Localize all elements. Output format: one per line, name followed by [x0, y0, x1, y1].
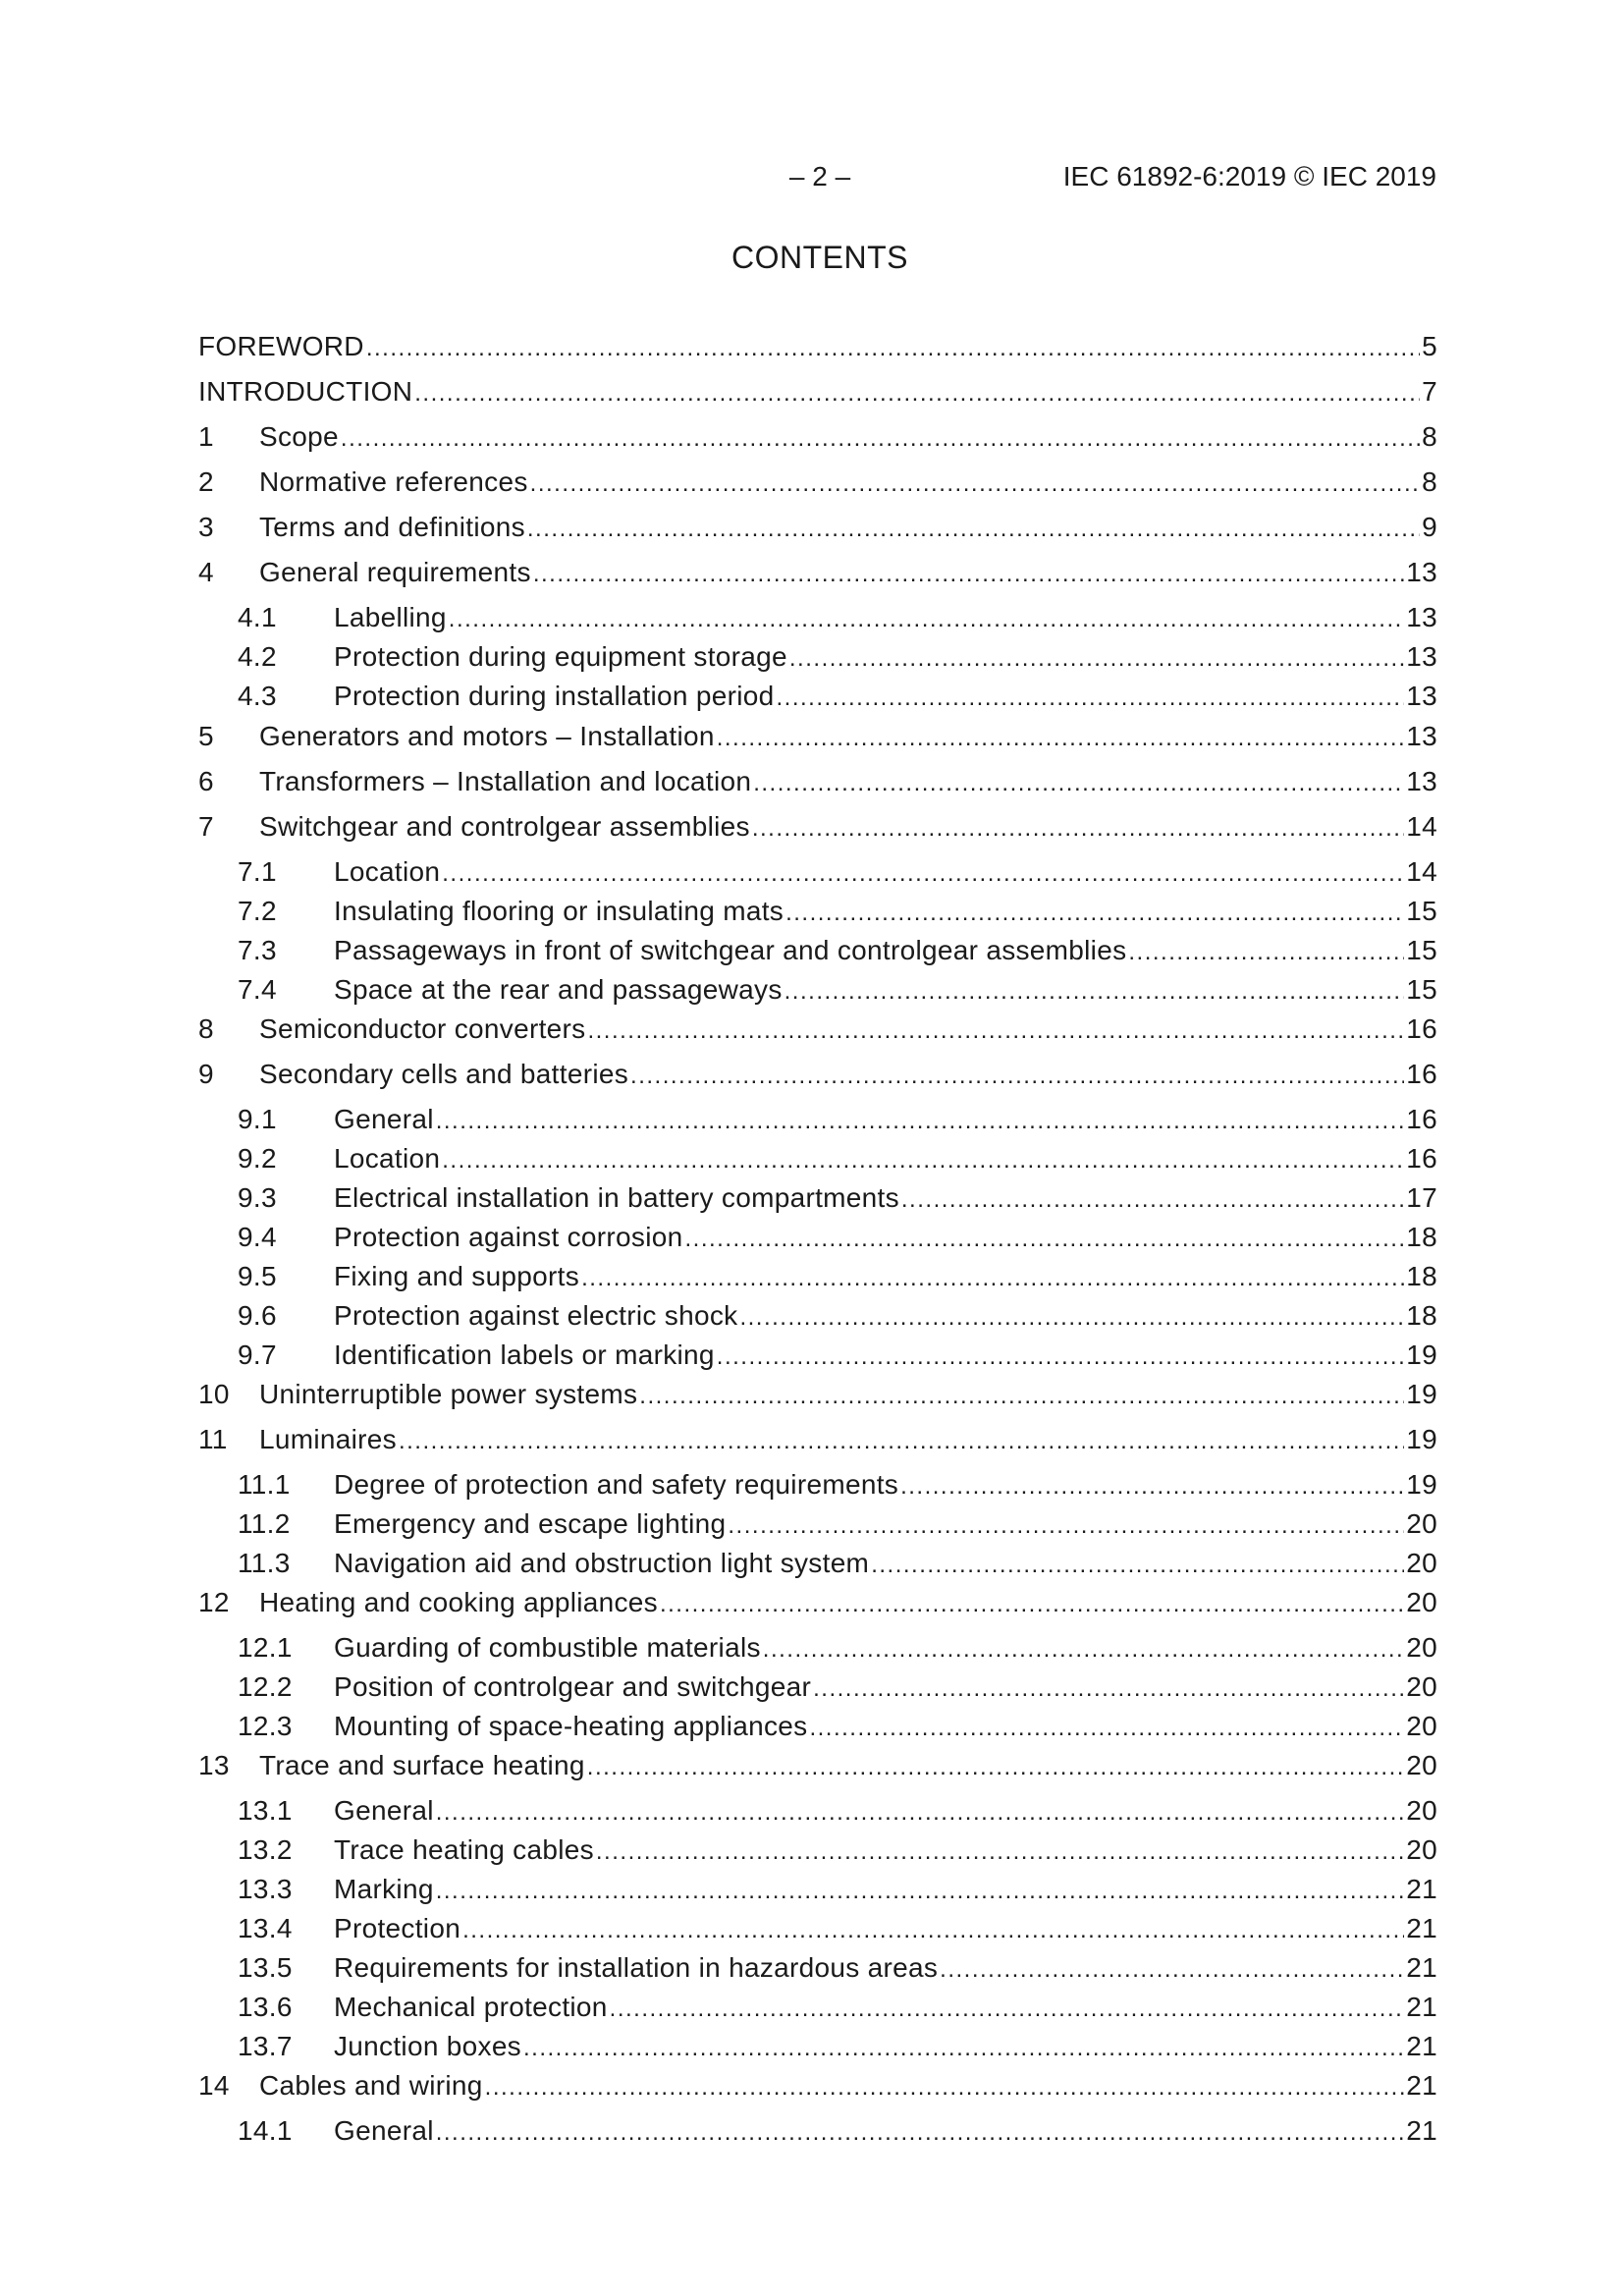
toc-entry[interactable]: [198, 1667, 1437, 1707]
toc-entry-number: 4: [198, 557, 214, 587]
toc-entry[interactable]: [198, 1139, 1437, 1178]
dot-leader: [1128, 933, 1404, 972]
toc-entry-number: 13.5: [238, 1952, 293, 1983]
toc-entry[interactable]: [198, 1010, 1437, 1049]
toc-entry-page: 16: [1406, 1059, 1437, 1089]
toc-entry-page: 21: [1406, 2031, 1437, 2061]
dot-leader: [530, 465, 1420, 504]
toc-entry[interactable]: [198, 1055, 1437, 1094]
toc-entry[interactable]: [198, 508, 1437, 547]
dot-leader: [366, 329, 1420, 368]
toc-entry-page: 21: [1406, 1952, 1437, 1983]
toc-entry[interactable]: [198, 807, 1437, 847]
toc-entry-number: 11.1: [238, 1469, 291, 1500]
dot-leader: [414, 374, 1420, 413]
toc-entry-page: 9: [1422, 512, 1437, 542]
toc-entry-page: 20: [1406, 1632, 1437, 1663]
toc-entry-number: 7.2: [238, 896, 277, 926]
toc-entry-page: 20: [1406, 1795, 1437, 1826]
toc-entry[interactable]: [198, 852, 1437, 892]
toc-entry-page: 16: [1406, 1013, 1437, 1044]
toc-entry-title: Protection during equipment storage: [334, 641, 787, 672]
toc-entry-number: 8: [198, 1013, 214, 1044]
toc-entry-title: Protection against electric shock: [334, 1300, 738, 1331]
toc-entry-page: 17: [1406, 1182, 1437, 1213]
toc-entry-number: 13.1: [238, 1795, 293, 1826]
dot-leader: [639, 1377, 1404, 1416]
dot-leader: [436, 1793, 1405, 1832]
toc-entry-number: 13.7: [238, 2031, 293, 2061]
dot-leader: [784, 972, 1405, 1011]
dot-leader: [596, 1832, 1404, 1872]
toc-entry[interactable]: [198, 2066, 1437, 2105]
toc-entry-page: 15: [1406, 974, 1437, 1005]
toc-entry-title: FOREWORD: [198, 331, 364, 361]
toc-entry-page: 5: [1422, 331, 1437, 361]
toc-entry[interactable]: [198, 1296, 1437, 1336]
toc-entry-number: 14.1: [238, 2115, 293, 2146]
toc-entry-number: 11.2: [238, 1508, 291, 1539]
toc-entry-title: Junction boxes: [334, 2031, 521, 2061]
toc-entry-title: Space at the rear and passageways: [334, 974, 783, 1005]
dot-leader: [630, 1057, 1404, 1096]
toc-entry[interactable]: [198, 463, 1437, 502]
toc-entry-title: Passageways in front of switchgear and controlgear assemblies: [334, 935, 1127, 965]
toc-entry-title: Mechanical protection: [334, 1992, 608, 2022]
toc-entry-page: 19: [1406, 1379, 1437, 1409]
toc-entry-page: 15: [1406, 896, 1437, 926]
toc-entry-number: 7.3: [238, 935, 277, 965]
toc-entry-title: Uninterruptible power systems: [259, 1379, 638, 1409]
dot-leader: [752, 809, 1404, 848]
toc-entry[interactable]: [198, 1791, 1437, 1831]
toc-entry[interactable]: [198, 637, 1437, 677]
toc-entry-number: 13.3: [238, 1874, 293, 1904]
toc-entry-page: 21: [1406, 1874, 1437, 1904]
toc-entry[interactable]: [198, 2027, 1437, 2066]
toc-entry-number: 7.4: [238, 974, 277, 1005]
toc-entry-title: General: [334, 1104, 434, 1134]
toc-entry-title: Requirements for installation in hazardous areas: [334, 1952, 939, 1983]
toc-entry-title: Trace and surface heating: [259, 1750, 585, 1780]
toc-entry-page: 20: [1406, 1834, 1437, 1865]
toc-entry-page: 13: [1406, 721, 1437, 751]
toc-entry-title: Degree of protection and safety requirements: [334, 1469, 899, 1500]
toc-entry-page: 13: [1406, 766, 1437, 796]
toc-entry-page: 8: [1422, 466, 1437, 497]
toc-entry-number: 13.4: [238, 1913, 293, 1943]
toc-entry-number: 10: [198, 1379, 230, 1409]
toc-entry-title: Generators and motors – Installation: [259, 721, 715, 751]
dot-leader: [763, 1630, 1404, 1669]
toc-entry-page: 18: [1406, 1300, 1437, 1331]
dot-leader: [940, 1950, 1404, 1990]
toc-entry-title: Navigation aid and obstruction light system: [334, 1548, 870, 1578]
toc-entry[interactable]: [198, 1831, 1437, 1870]
toc-entry-number: 11: [198, 1424, 228, 1454]
dot-leader: [533, 555, 1404, 594]
toc-entry-title: Marking: [334, 1874, 434, 1904]
toc-entry-page: 16: [1406, 1104, 1437, 1134]
toc-entry-title: Insulating flooring or insulating mats: [334, 896, 784, 926]
toc-entry-number: 1: [198, 421, 214, 452]
toc-entry-page: 18: [1406, 1222, 1437, 1252]
dot-leader: [581, 1259, 1404, 1298]
toc-entry-page: 13: [1406, 641, 1437, 672]
toc-entry-number: 12.1: [238, 1632, 293, 1663]
toc-entry-title: Trace heating cables: [334, 1834, 594, 1865]
toc-entry-title: Guarding of combustible materials: [334, 1632, 761, 1663]
toc-entry[interactable]: [198, 372, 1437, 411]
toc-entry[interactable]: [198, 327, 1437, 366]
dot-leader: [436, 1872, 1405, 1911]
toc-entry-title: Emergency and escape lighting: [334, 1508, 727, 1539]
toc-entry-page: 14: [1406, 811, 1437, 842]
toc-entry-page: 20: [1406, 1587, 1437, 1617]
toc-entry-page: 21: [1406, 2070, 1437, 2101]
toc-entry-title: Labelling: [334, 602, 447, 632]
toc-entry-title: Location: [334, 856, 441, 887]
toc-entry-number: 3: [198, 512, 214, 542]
toc-entry[interactable]: [198, 1544, 1437, 1583]
toc-entry[interactable]: [198, 1909, 1437, 1948]
toc-entry[interactable]: [198, 598, 1437, 637]
toc-entry-title: Electrical installation in battery compartments: [334, 1182, 899, 1213]
contents-title: CONTENTS: [731, 240, 908, 275]
toc-entry-number: 2: [198, 466, 214, 497]
toc-entry[interactable]: [198, 553, 1437, 592]
toc-entry-number: 9: [198, 1059, 214, 1089]
toc-entry-title: Normative references: [259, 466, 528, 497]
toc-entry[interactable]: [198, 1100, 1437, 1139]
toc-entry-number: 7: [198, 811, 214, 842]
toc-entry-number: 4.2: [238, 641, 277, 672]
toc-entry-number: 9.6: [238, 1300, 277, 1331]
toc-entry-page: 21: [1406, 2115, 1437, 2146]
dot-leader: [776, 679, 1404, 718]
page-number: – 2 –: [788, 161, 851, 191]
dot-leader: [341, 419, 1420, 459]
toc-entry-title: Transformers – Installation and location: [259, 766, 752, 796]
toc-entry[interactable]: [198, 677, 1437, 716]
toc-entry[interactable]: [198, 1375, 1437, 1414]
toc-entry[interactable]: [198, 1707, 1437, 1746]
toc-entry[interactable]: [198, 1583, 1437, 1622]
toc-entry-page: 15: [1406, 935, 1437, 965]
dot-leader: [449, 600, 1404, 639]
dot-leader: [813, 1669, 1404, 1709]
dot-leader: [660, 1585, 1404, 1624]
toc-entry-title: Cables and wiring: [259, 2070, 483, 2101]
toc-entry-page: 20: [1406, 1750, 1437, 1780]
toc-entry-page: 18: [1406, 1261, 1437, 1291]
toc-entry-title: Luminaires: [259, 1424, 397, 1454]
dot-leader: [436, 1102, 1405, 1141]
toc-entry-page: 20: [1406, 1671, 1437, 1702]
toc-entry[interactable]: [198, 1746, 1437, 1785]
dot-leader: [587, 1748, 1404, 1787]
toc-entry[interactable]: [198, 1870, 1437, 1909]
toc-entry-title: Protection: [334, 1913, 461, 1943]
dot-leader: [809, 1709, 1404, 1748]
toc-entry[interactable]: [198, 970, 1437, 1010]
toc-entry-title: General: [334, 2115, 434, 2146]
dot-leader: [485, 2068, 1405, 2107]
toc-entry-number: 12.3: [238, 1711, 293, 1741]
toc-entry-title: General: [334, 1795, 434, 1826]
toc-entry-title: Semiconductor converters: [259, 1013, 586, 1044]
toc-entry-number: 4.1: [238, 602, 277, 632]
toc-entry-title: Protection against corrosion: [334, 1222, 683, 1252]
toc-entry-page: 16: [1406, 1143, 1437, 1174]
toc-entry-title: Mounting of space-heating appliances: [334, 1711, 808, 1741]
dot-leader: [901, 1180, 1404, 1220]
toc-entry-number: 13.2: [238, 1834, 293, 1865]
toc-entry-title: Secondary cells and batteries: [259, 1059, 629, 1089]
dot-leader: [684, 1220, 1404, 1259]
toc-entry-title: Protection during installation period: [334, 681, 775, 711]
toc-entry-page: 21: [1406, 1992, 1437, 2022]
toc-entry-number: 6: [198, 766, 214, 796]
toc-entry-number: 13: [198, 1750, 230, 1780]
toc-entry-page: 13: [1406, 557, 1437, 587]
toc-entry-number: 7.1: [238, 856, 277, 887]
toc-entry-page: 20: [1406, 1548, 1437, 1578]
toc-entry[interactable]: [198, 1336, 1437, 1375]
toc-entry-number: 9.7: [238, 1339, 277, 1370]
toc-entry[interactable]: [198, 1178, 1437, 1218]
toc-entry-page: 20: [1406, 1508, 1437, 1539]
dot-leader: [587, 1011, 1404, 1051]
dot-leader: [871, 1546, 1404, 1585]
dot-leader: [523, 2029, 1404, 2068]
document-id: IEC 61892-6:2019 © IEC 2019: [1062, 161, 1436, 191]
toc-entry-page: 20: [1406, 1711, 1437, 1741]
dot-leader: [436, 2113, 1405, 2153]
dot-leader: [462, 1911, 1404, 1950]
toc-entry-page: 7: [1422, 376, 1437, 407]
dot-leader: [399, 1422, 1404, 1461]
toc-entry[interactable]: [198, 1988, 1437, 2027]
toc-entry-page: 13: [1406, 602, 1437, 632]
toc-entry-number: 12.2: [238, 1671, 293, 1702]
toc-entry-number: 12: [198, 1587, 230, 1617]
toc-entry[interactable]: [198, 417, 1437, 457]
toc-entry-number: 4.3: [238, 681, 277, 711]
toc-entry-title: Scope: [259, 421, 339, 452]
toc-entry-number: 9.5: [238, 1261, 277, 1291]
dot-leader: [717, 1338, 1404, 1377]
toc-entry[interactable]: [198, 1257, 1437, 1296]
toc-entry-number: 14: [198, 2070, 230, 2101]
toc-entry-page: 19: [1406, 1469, 1437, 1500]
toc-entry-number: 11.3: [238, 1548, 291, 1578]
dot-leader: [728, 1506, 1404, 1546]
toc-entry-page: 13: [1406, 681, 1437, 711]
toc-entry-number: 5: [198, 721, 214, 751]
toc-entry[interactable]: [198, 1218, 1437, 1257]
toc-entry-page: 19: [1406, 1424, 1437, 1454]
toc-entry[interactable]: [198, 1465, 1437, 1504]
dot-leader: [717, 719, 1405, 758]
toc-entry-title: Fixing and supports: [334, 1261, 580, 1291]
toc-entry-title: INTRODUCTION: [198, 376, 413, 407]
toc-entry-title: Location: [334, 1143, 441, 1174]
toc-entry-number: 9.4: [238, 1222, 277, 1252]
dot-leader: [753, 764, 1404, 803]
toc-entry[interactable]: [198, 762, 1437, 801]
toc-entry[interactable]: [198, 717, 1437, 756]
dot-leader: [442, 854, 1404, 894]
toc-entry-page: 8: [1422, 421, 1437, 452]
toc-entry-number: 9.3: [238, 1182, 277, 1213]
toc-entry-page: 14: [1406, 856, 1437, 887]
toc-entry-page: 19: [1406, 1339, 1437, 1370]
dot-leader: [442, 1141, 1404, 1180]
dot-leader: [900, 1467, 1404, 1506]
toc-entry[interactable]: [198, 1504, 1437, 1544]
dot-leader: [739, 1298, 1404, 1338]
toc-entry-title: Switchgear and controlgear assemblies: [259, 811, 750, 842]
toc-entry[interactable]: [198, 2111, 1437, 2151]
toc-entry[interactable]: [198, 1420, 1437, 1459]
dot-leader: [610, 1990, 1405, 2029]
toc-entry-number: 13.6: [238, 1992, 293, 2022]
toc-entry[interactable]: [198, 1948, 1437, 1988]
toc-entry-title: Position of controlgear and switchgear: [334, 1671, 812, 1702]
toc-entry[interactable]: [198, 931, 1437, 970]
toc-entry-number: 9.1: [238, 1104, 277, 1134]
toc-entry-title: Identification labels or marking: [334, 1339, 715, 1370]
toc-entry[interactable]: [198, 1628, 1437, 1667]
dot-leader: [527, 510, 1420, 549]
toc-entry[interactable]: [198, 892, 1437, 931]
dot-leader: [789, 639, 1404, 679]
toc-entry-title: General requirements: [259, 557, 531, 587]
toc-entry-title: Terms and definitions: [259, 512, 525, 542]
dot-leader: [785, 894, 1404, 933]
toc-entry-number: 9.2: [238, 1143, 277, 1174]
toc-entry-page: 21: [1406, 1913, 1437, 1943]
toc-entry-title: Heating and cooking appliances: [259, 1587, 658, 1617]
